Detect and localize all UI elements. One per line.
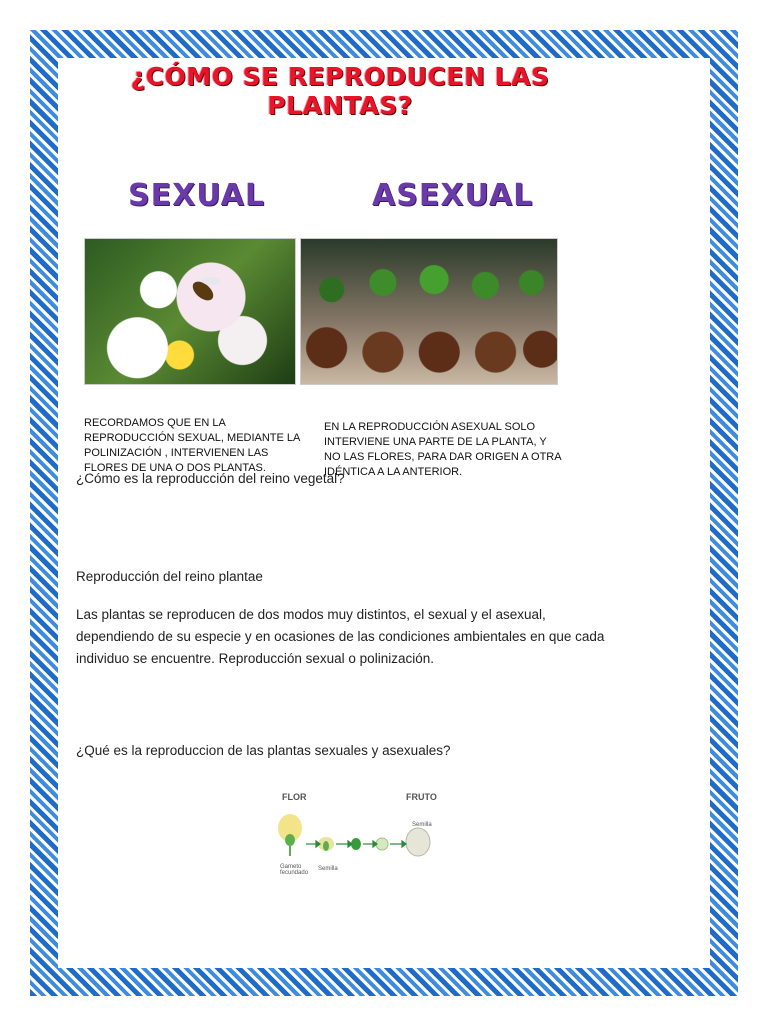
diagram-semilla-label: Semilla bbox=[318, 866, 338, 872]
diagram-flor-label: FLOR bbox=[282, 792, 307, 802]
asexual-caption: EN LA REPRODUCCIÓN ASEXUAL SOLO INTERVIENE UNA PARTE DE LA PLANTA, Y NO LAS FLORES, PARA DAR ORIGEN A OTRA IDÉNTICA A LA ANTERIOR. bbox=[324, 421, 561, 478]
section-heading-plantae: Reproducción del reino plantae bbox=[76, 569, 263, 584]
question-vegetal-reproduction: ¿Cómo es la reproducción del reino vegetal? bbox=[76, 471, 345, 486]
reproduction-illustration bbox=[76, 178, 566, 478]
sexual-label: SEXUAL bbox=[128, 178, 266, 213]
page-title: ¿CÓMO SE REPRODUCEN LAS PLANTAS? bbox=[130, 62, 550, 120]
diagram-gameto-label: Gameto fecundado bbox=[280, 864, 309, 876]
asexual-label: ASEXUAL bbox=[372, 178, 534, 213]
flower-bee-photo bbox=[84, 238, 296, 385]
diagram-fruto-label: FRUTO bbox=[406, 792, 437, 802]
body-paragraph: Las plantas se reproducen de dos modos muy distintos, el sexual y el asexual, dependiendo de su especie y en ocasiones de las condiciones ambientales en que cada individuo se encuentre. Reproducción sexual o polinización. bbox=[76, 607, 605, 666]
diagram-semilla2-label: Semilla bbox=[412, 822, 432, 828]
question-sexual-asexual: ¿Qué es la reproduccion de las plantas sexuales y asexuales? bbox=[76, 743, 451, 758]
flower-to-fruit-diagram bbox=[268, 792, 438, 882]
flower-icon bbox=[278, 814, 302, 856]
potted-plants-photo bbox=[300, 238, 558, 385]
sexual-caption: RECORDAMOS QUE EN LA REPRODUCCIÓN SEXUAL, MEDIANTE LA POLINIZACIÓN , INTERVIENEN LAS FLORES DE UNA O DOS PLANTAS. bbox=[84, 417, 300, 474]
bee-icon bbox=[85, 239, 295, 384]
